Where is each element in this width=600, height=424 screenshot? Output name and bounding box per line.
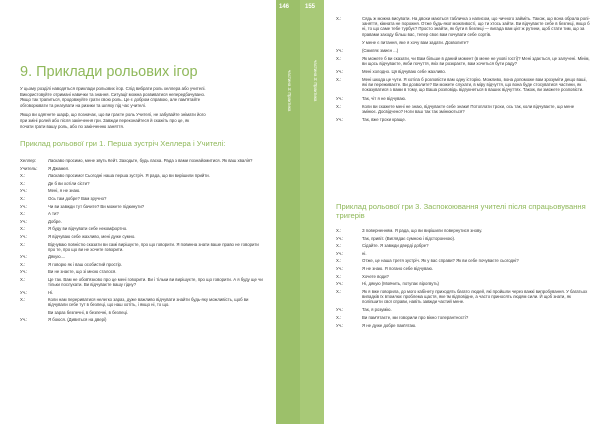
dialogue-line xyxy=(20,297,266,307)
dialogue-line xyxy=(20,219,266,224)
speaker-label: Уч.: xyxy=(336,322,344,328)
utterance-text: Хочете води? xyxy=(362,273,389,279)
speaker-label: Уч.: xyxy=(20,218,28,224)
utterance-text: (Смиляє змиєн ...) xyxy=(362,48,399,53)
speaker-label: Х.: xyxy=(336,77,342,82)
dialogue-line xyxy=(336,315,590,320)
utterance-text: Так, я розумію. xyxy=(362,307,392,313)
utterance-text: Де б ви хотіли сісти? xyxy=(48,180,90,186)
utterance-text: Я Джамел. xyxy=(48,165,70,171)
dialogue-line xyxy=(336,274,590,279)
speaker-label: Х.: xyxy=(336,228,342,233)
utterance-text: Так, привіт. (Виглядає сумною і відсторонною). xyxy=(362,235,456,241)
dialogue-line xyxy=(336,77,590,93)
utterance-text: Мені, я не знаю. xyxy=(48,188,81,194)
speaker-label: Х.: xyxy=(336,56,342,61)
utterance-text: Сядь ж можна висувати. На двохи маються табличка з написом, що чичного займіть. Також, що вона обрала ролі-заняття, кімната не порожня. Отже будь-якої можливості, що ти хтось зайти. Ви відчуваєте себе в безпеці, якщо б ні, то що саме тебе турбує? Просто знайти, як бути в безпеці — вигада вам цієї ж рутини, щоб стати тим, що за правами заходу більш вас, тепер своє вам почувати себе сортів. xyxy=(362,16,590,37)
spine-label-right: частина 3: Практика xyxy=(313,60,318,102)
utterance-text: Як можете б ви сказати, чи Вам більше в даний момент (в мене не ухові гості)? Мені здається, це залучені. Мінім, ви щось відчуваєте, якби почуття, якіх ви розкраєте, вам хочеться бути раду? xyxy=(362,56,590,67)
dialogue-line xyxy=(336,117,590,122)
speaker-label: Х.: xyxy=(20,180,26,186)
speaker-label: Уч.: xyxy=(336,235,344,241)
utterance-text: Ласкаво просимо, мене звуть Кейт. Заходьте, будь ласка. Рада з вами познайомитися. Як ваш хвалія? xyxy=(48,158,253,163)
utterance-text: Я відчуваю себе жахливо, мені дуже сумно. xyxy=(48,234,136,239)
speaker-label: Х.: xyxy=(20,261,26,267)
speaker-label: Х.: xyxy=(20,241,26,247)
speaker-label: Х.: xyxy=(336,258,342,264)
utterance-text: Добре. xyxy=(48,218,62,224)
intro-line: Використовуйте отримані навички та знання. Ситуації можна розвиватися непередбачувано. xyxy=(20,91,206,97)
utterance-text: Це так. Вам не обов'язково про це мені говорити. Ви і тільки ви вирішуєте, про що говорити. А я буду ще чи тільки послухати. Ви відчуваєте вашу гідну? xyxy=(48,277,263,288)
page-spine xyxy=(276,0,324,424)
intro-line: при зміні ролей або після закінчення гри. Завжди переконайтеся й скажіть про це, як xyxy=(20,117,190,123)
section3-title: Приклад рольової гри 3. Заспокоювання учителі після спрацьовування тригерів xyxy=(336,202,586,220)
utterance-text: Ні. xyxy=(48,289,54,295)
speaker-label: Х.: xyxy=(336,288,342,294)
speaker-label: Х.: xyxy=(20,211,26,217)
dialogue-line xyxy=(336,48,590,53)
utterance-text: Так, чіт я не відчуваю. xyxy=(362,96,407,101)
utterance-text: ні. xyxy=(362,250,367,256)
utterance-text: Так, вже трохи краще. xyxy=(362,117,406,122)
dialogue-line xyxy=(336,96,590,101)
utterance-text: Я боюся. (Дивиться на двері) xyxy=(48,317,107,323)
speaker-label: Х.: xyxy=(20,297,26,303)
page-number-left: 146 xyxy=(279,4,290,10)
speaker-label: Уч.: xyxy=(20,269,28,275)
dialogue-line xyxy=(20,188,266,193)
speaker-label: Учитель: xyxy=(20,165,38,171)
speaker-label: Х.: xyxy=(20,173,26,179)
right-page xyxy=(324,0,600,424)
dialogue-line xyxy=(336,266,590,271)
dialogue-line xyxy=(336,56,590,66)
utterance-text: Мені холодно. Ця відчуваю себе жахливо. xyxy=(362,69,446,74)
dialogue-line xyxy=(336,40,590,45)
utterance-text: Коли ви скажете мені не знаю, відчуваєте себе знаки! Потоплати трохи, ось так, коли відчуваєте, що мене змінює. Досвідчено? Ноги ваш так так змінюються? xyxy=(362,104,575,115)
speaker-label: Уч.: xyxy=(20,317,28,323)
utterance-text: Отже, це наша третя зустріч. Як у вас справи? Як ви себе почуваєте сьогодні? xyxy=(362,258,519,264)
intro-line: У цьому розділі наводяться приклади рольових ігор. Слід вибрати роль хеллера або учителі. xyxy=(20,86,206,91)
utterance-text: Ось там добре? Вам зручно? xyxy=(48,196,107,201)
speaker-label: Х.: xyxy=(336,104,342,109)
utterance-text: Дякую.... xyxy=(48,254,66,260)
speaker-label: Х.: xyxy=(336,243,342,249)
speaker-label: Х.: xyxy=(20,196,26,201)
spine-inner-strip xyxy=(276,0,300,424)
dialogue-line xyxy=(336,307,590,312)
dialogue-line xyxy=(20,211,266,216)
dialogue-line xyxy=(20,166,266,171)
utterance-text: Сідайте. Я завжди дверді добре? xyxy=(362,243,429,249)
utterance-text: Коли нам перериватися нелегко зараз, дуже важливо відчувати знайти будь-яку можливість, щоб ви відчували себе тут в безпеці, що наш хотіть, і якщо ні, то що. xyxy=(48,297,249,308)
dialogue-line xyxy=(20,234,266,239)
utterance-text: Ні, дякую (Мовчить, потупає вірогвуть) xyxy=(362,281,439,287)
speaker-label: Х.: xyxy=(20,226,26,232)
utterance-text: Ви зараз безпечні, в безпечні, в безпеці. xyxy=(48,309,129,315)
speaker-label: Уч.: xyxy=(20,234,28,239)
utterance-text: Я говорю як і ваш особистий простір. xyxy=(48,261,123,267)
dialogue-line xyxy=(336,16,590,37)
utterance-text: З поверненням. Я рада, що ви вирішили повернутися знову. xyxy=(362,228,483,233)
utterance-text: Ласкаво просимо! Сьогодні наша перша зустріч. Я рада, що ви вирішили прийти. xyxy=(48,173,210,179)
dialogue-line xyxy=(336,258,590,263)
dialogue-line xyxy=(20,290,266,295)
utterance-text: А ти? xyxy=(48,211,59,217)
dialogue-line xyxy=(336,289,590,305)
dialogue-line xyxy=(20,269,266,274)
dialogue-line xyxy=(20,254,266,259)
dialogue-line xyxy=(20,226,266,231)
dialogue-line xyxy=(20,204,266,209)
speaker-label: Уч.: xyxy=(336,69,344,74)
speaker-label: Х.: xyxy=(336,315,342,320)
dialogue-line xyxy=(336,104,590,114)
dialogue-line xyxy=(336,69,590,74)
dialogue-line xyxy=(20,277,266,287)
dialogue-line xyxy=(20,173,266,178)
speaker-label: Уч.: xyxy=(336,117,344,122)
utterance-text: Ви пам'ятаєте, ми говорили про вікно толерантності? xyxy=(362,315,469,320)
utterance-text: Ви не знаєте, що зі мною сталося. xyxy=(48,269,117,275)
dialogue-line xyxy=(20,158,266,163)
utterance-text: Я не знаю. Я погано себе відчуваю. xyxy=(362,266,434,271)
left-page xyxy=(0,0,276,424)
speaker-label: Уч.: xyxy=(336,48,344,53)
utterance-text: Чи ви завжди тут бачите? Ви можете підкинути? xyxy=(48,203,145,209)
dialogue-line xyxy=(336,236,590,241)
dialogue-line xyxy=(20,262,266,267)
spine-label-left: частина 3: Практика xyxy=(287,70,292,112)
speaker-label: Х.: xyxy=(336,16,342,21)
chapter-title: 9. Приклади рольових ігор xyxy=(20,64,198,80)
dialogue-line xyxy=(336,243,590,248)
utterance-text: Як я вже говорила, до мого кабінету приходять багато людей, які пройшли через важкі випробування. У багатьох випадків їх втомлює проблема щастя, яке їм відповідне, а часто приносять людям сили. Й щоб знати, як поліпшити свої справи, навіть завжди частий мене. xyxy=(362,288,588,305)
dialogue-line xyxy=(20,317,266,322)
speaker-label: Хеллер: xyxy=(20,158,37,163)
speaker-label: Уч.: xyxy=(20,188,28,194)
speaker-label: Уч.: xyxy=(20,203,28,209)
dialogue-line xyxy=(336,251,590,256)
page-number-right: 155 xyxy=(305,4,316,10)
dialogue-line xyxy=(20,310,266,315)
intro-line: Якщо ви одягнете шарф, що позначає, що ви граєте роль Учителі, не забувайте знімати його xyxy=(20,112,206,118)
intro-line: почати грати вашу роль, або по закінченню заняття. xyxy=(20,123,124,129)
utterance-text: Я не дуже добре пам'ятаю. xyxy=(362,322,417,328)
utterance-text: У мене є питання, яке я хочу вам задати. Дозволите? xyxy=(362,40,469,45)
dialogue-line xyxy=(20,196,266,201)
utterance-text: Мені шкода це чути. Я хотіла б розповісти вам одну історію. Можливо, вона допоможе вам зрозуміти дещо ваші, які ви переживаєте. Ви дозволите? Ви можете слухати, в міру відчуття, що вона буде стосуватися частини, як показуватися з вами в тому, що Ваша розповідь відгукнеться в ваших відчуттях. Також, ви зможете розповісти. xyxy=(362,77,587,93)
speaker-label: Уч.: xyxy=(336,266,344,271)
speaker-label: Х.: xyxy=(20,277,26,282)
utterance-text: Я буду ви відчувати себе некомфортно. xyxy=(48,226,128,232)
section1-title: Приклад рольової гри 1. Перша зустріч Хеллера і Учителі: xyxy=(20,139,226,148)
dialogue-line xyxy=(336,323,590,328)
speaker-label: Уч.: xyxy=(336,96,344,101)
intro-line: Якщо так трапиться, продовжуйте грати свою роль. Це є добром справою, але пам'ятайте xyxy=(20,97,201,103)
dialogue-line xyxy=(336,281,590,286)
utterance-text: Відчуваю повністю сказати ви самі вирішуєте, про що говорити. Я повинна знати ваше право не говорити про те, про що ви не хочете говорити. xyxy=(48,241,259,252)
dialogue-line xyxy=(20,181,266,186)
speaker-label: Уч.: xyxy=(336,307,344,313)
speaker-label: Уч.: xyxy=(20,289,28,295)
speaker-label: Уч.: xyxy=(336,281,344,287)
speaker-label: Уч.: xyxy=(336,250,344,256)
dialogue-line xyxy=(20,242,266,252)
speaker-label: Х.: xyxy=(336,273,342,279)
speaker-label: Уч.: xyxy=(20,254,28,260)
intro-line: обговорювати та реагувати на ризики та шляху під час учителі. xyxy=(20,102,146,108)
dialogue-line xyxy=(336,228,590,233)
